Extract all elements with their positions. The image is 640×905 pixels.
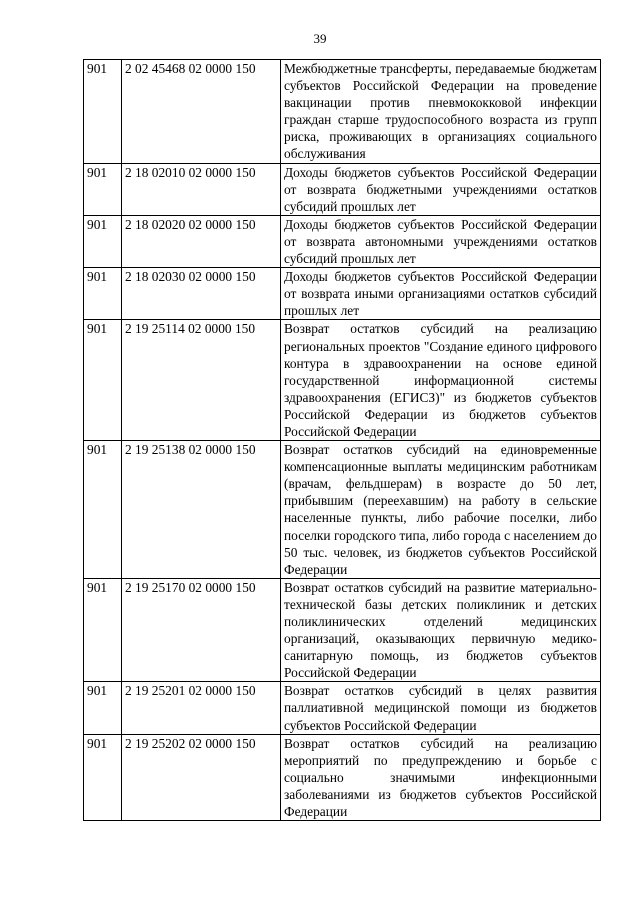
admin-code-cell: 901 — [84, 268, 122, 320]
budget-code-cell: 2 19 25201 02 0000 150 — [122, 682, 281, 734]
budget-code-cell: 2 18 02020 02 0000 150 — [122, 215, 281, 267]
budget-code-cell: 2 18 02030 02 0000 150 — [122, 268, 281, 320]
admin-code-cell: 901 — [84, 60, 122, 164]
budget-code-cell: 2 19 25202 02 0000 150 — [122, 734, 281, 820]
admin-code-cell: 901 — [84, 682, 122, 734]
table-row — [84, 268, 601, 320]
description-cell: Возврат остатков субсидий на развитие материально-технической базы детских поликлиник и детских поликлинических отделений медицинских организаций, оказывающих первичную медико-санитарную помощь, из бюджетов субъектов Российской Федерации — [281, 578, 601, 682]
description-cell: Возврат остатков субсидий на единовременные компенсационные выплаты медицинским работникам (врачам, фельдшерам) в возрасте до 50 лет, прибывшим (переехавшим) на работу в сельские населенные пункты, либо рабочие поселки, либо поселки городского типа, либо города с населением до 50 тыс. человек, из бюджетов субъектов Российской Федерации — [281, 441, 601, 579]
table-body — [84, 60, 601, 821]
description-cell: Доходы бюджетов субъектов Российской Федерации от возврата бюджетными учреждениями остатков субсидий прошлых лет — [281, 163, 601, 215]
table-row — [84, 320, 601, 441]
admin-code-cell: 901 — [84, 578, 122, 682]
description-cell: Доходы бюджетов субъектов Российской Федерации от возврата автономными учреждениями остатков субсидий прошлых лет — [281, 215, 601, 267]
budget-code-cell: 2 19 25170 02 0000 150 — [122, 578, 281, 682]
table-row — [84, 578, 601, 682]
description-cell: Межбюджетные трансферты, передаваемые бюджетам субъектов Российской Федерации на проведение вакцинации против пневмококковой инфекции граждан старше трудоспособного возраста из групп риска, проживающих в организациях социального обслуживания — [281, 60, 601, 164]
budget-code-cell: 2 19 25138 02 0000 150 — [122, 441, 281, 579]
admin-code-cell: 901 — [84, 320, 122, 441]
page-number: 39 — [313, 31, 327, 46]
admin-code-cell: 901 — [84, 441, 122, 579]
admin-code-cell: 901 — [84, 215, 122, 267]
budget-code-cell: 2 18 02010 02 0000 150 — [122, 163, 281, 215]
table-row — [84, 163, 601, 215]
admin-code-cell: 901 — [84, 163, 122, 215]
table-row — [84, 441, 601, 579]
description-cell: Возврат остатков субсидий в целях развития паллиативной медицинской помощи из бюджетов субъектов Российской Федерации — [281, 682, 601, 734]
table-row — [84, 215, 601, 267]
budget-classification-table — [83, 59, 601, 821]
description-cell: Возврат остатков субсидий на реализацию региональных проектов "Создание единого цифрового контура в здравоохранении на основе единой государственной информационной системы здравоохранения (ЕГИСЗ)" из бюджетов субъектов Российской Федерации из бюджетов субъектов Российской Федерации — [281, 320, 601, 441]
description-cell: Доходы бюджетов субъектов Российской Федерации от возврата иными организациями остатков субсидий прошлых лет — [281, 268, 601, 320]
admin-code-cell: 901 — [84, 734, 122, 820]
description-cell: Возврат остатков субсидий на реализацию мероприятий по предупреждению и борьбе с социально значимыми инфекционными заболеваниями из бюджетов субъектов Российской Федерации — [281, 734, 601, 820]
table-row — [84, 60, 601, 164]
table-row — [84, 682, 601, 734]
table-row — [84, 734, 601, 820]
budget-code-cell: 2 02 45468 02 0000 150 — [122, 60, 281, 164]
budget-code-cell: 2 19 25114 02 0000 150 — [122, 320, 281, 441]
